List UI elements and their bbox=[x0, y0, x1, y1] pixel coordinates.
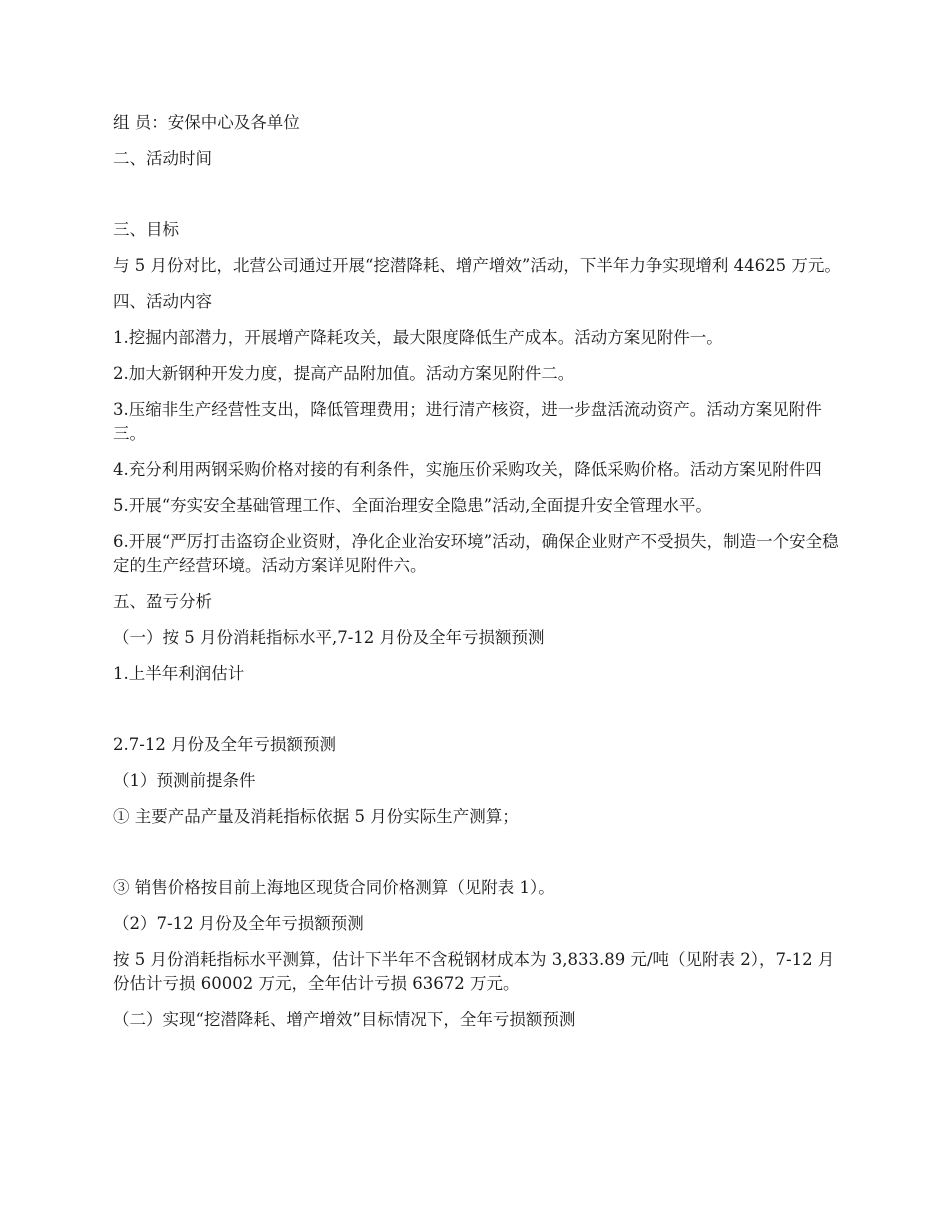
activity-item-2: 2.加大新钢种开发力度，提高产品附加值。活动方案见附件二。 bbox=[113, 364, 575, 383]
section-2-heading: 二、活动时间 bbox=[113, 149, 212, 168]
section-5-heading: 五、盈亏分析 bbox=[113, 592, 212, 611]
profit-estimate-heading: 1.上半年利润估计 bbox=[113, 664, 245, 683]
activity-item-3: 3.压缩非生产经营性支出，降低管理费用；进行清产核资，进一步盘活流动资产。活动方案见附件三。 bbox=[113, 400, 822, 443]
loss-forecast-subheading: （2）7-12 月份及全年亏损额预测 bbox=[113, 914, 364, 933]
target-paragraph: 与 5 月份对比，北营公司通过开展“挖潜降耗、增产增效”活动，下半年力争实现增利 44625 万元。 bbox=[113, 256, 841, 275]
activity-item-4: 4.充分利用两钢采购价格对接的有利条件，实施压价采购攻关，降低采购价格。活动方案见附件四 bbox=[113, 460, 822, 479]
section-4-heading: 四、活动内容 bbox=[113, 292, 212, 311]
loss-forecast-heading: 2.7-12 月份及全年亏损额预测 bbox=[113, 735, 337, 754]
blank-space bbox=[113, 841, 843, 876]
loss-forecast-paragraph: 按 5 月份消耗指标水平测算，估计下半年不含税钢材成本为 3,833.89 元/吨（见附表 2），7-12 月份估计亏损 60002 万元，全年估计亏损 63672 万元。 bbox=[113, 950, 835, 993]
subsection-1-heading: （一）按 5 月份消耗指标水平,7-12 月份及全年亏损额预测 bbox=[113, 628, 545, 647]
activity-item-1: 1.挖掘内部潜力，开展增产降耗攻关，最大限度降低生产成本。活动方案见附件一。 bbox=[113, 328, 723, 347]
activity-item-6: 6.开展“严厉打击盗窃企业资财，净化企业治安环境”活动，确保企业财产不受损失，制造一个安全稳定的生产经营环境。活动方案详见附件六。 bbox=[113, 532, 839, 575]
blank-space bbox=[113, 698, 843, 733]
section-3-heading: 三、目标 bbox=[113, 220, 179, 239]
premise-item-3: ③ 销售价格按目前上海地区现货合同价格测算（见附表 1）。 bbox=[113, 878, 555, 897]
premise-item-1: ① 主要产品产量及消耗指标依据 5 月份实际生产测算； bbox=[113, 807, 519, 826]
forecast-premise-heading: （1）预测前提条件 bbox=[113, 771, 256, 790]
team-members-line: 组 员：安保中心及各单位 bbox=[113, 113, 300, 132]
activity-item-5: 5.开展“夯实安全基础管理工作、全面治理安全隐患”活动,全面提升安全管理水平。 bbox=[113, 496, 712, 515]
document-body bbox=[113, 111, 843, 1044]
blank-space bbox=[113, 183, 843, 218]
subsection-2-heading: （二）实现“挖潜降耗、增产增效”目标情况下，全年亏损额预测 bbox=[113, 1010, 576, 1029]
